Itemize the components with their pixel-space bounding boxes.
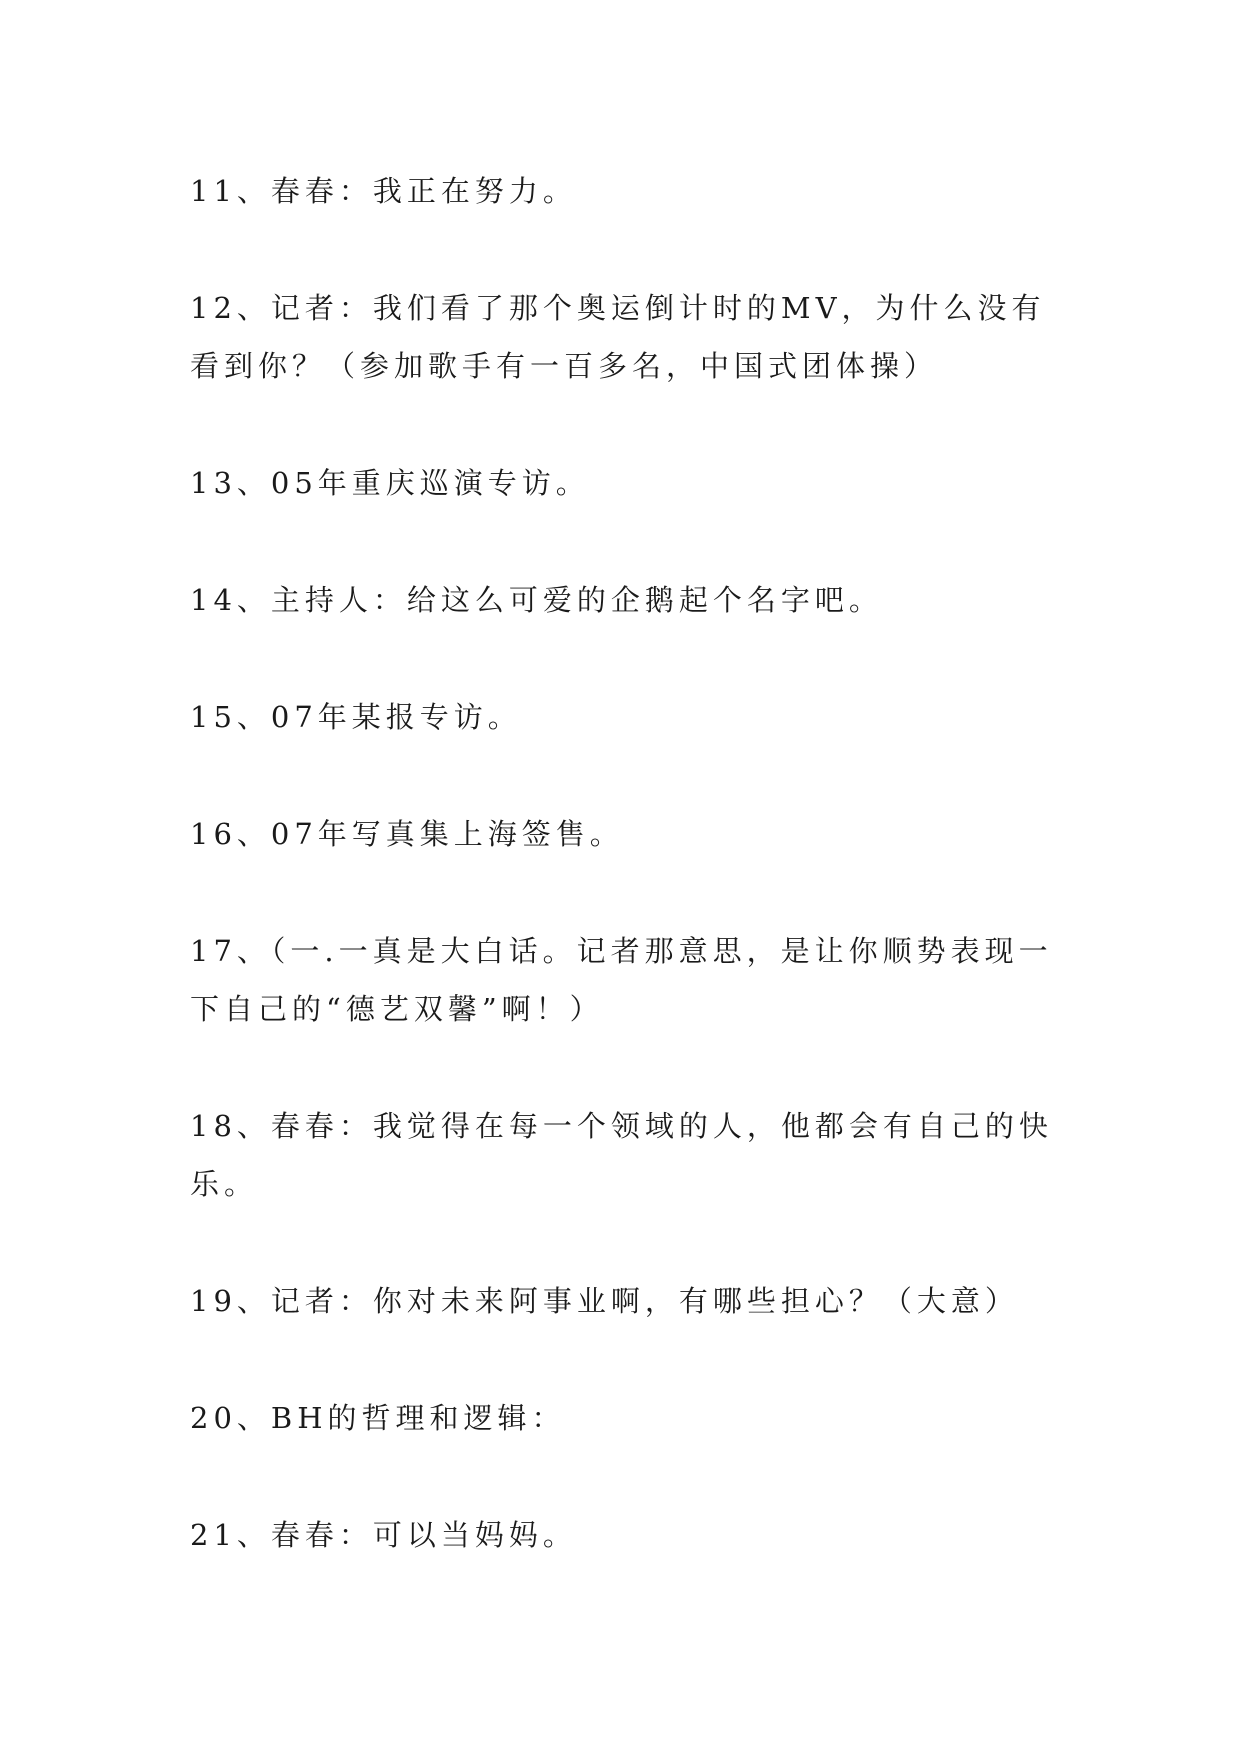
paragraph-19: 19、记者：你对未来阿事业啊，有哪些担心？（大意） bbox=[190, 1284, 1019, 1318]
paragraph-21: 21、春春：可以当妈妈。 bbox=[190, 1518, 577, 1552]
paragraph-17: 17、（一.一真是大白话。记者那意思，是让你顺势表现一下自己的“德艺双馨”啊！） bbox=[190, 934, 1053, 1026]
paragraph-12: 12、记者：我们看了那个奥运倒计时的MV，为什么没有看到你？（参加歌手有一百多名，中国式团体操） bbox=[190, 291, 1046, 383]
paragraph-14: 14、主持人：给这么可爱的企鹅起个名字吧。 bbox=[190, 583, 883, 617]
paragraph-13: 13、05年重庆巡演专访。 bbox=[190, 466, 590, 500]
document-body bbox=[190, 162, 1070, 1623]
paragraph-20: 20、BH的哲理和逻辑： bbox=[190, 1401, 566, 1435]
paragraph-15: 15、07年某报专访。 bbox=[190, 700, 522, 734]
paragraph-11: 11、春春：我正在努力。 bbox=[190, 174, 577, 208]
paragraph-16: 16、07年写真集上海签售。 bbox=[190, 817, 624, 851]
paragraph-18: 18、春春：我觉得在每一个领域的人，他都会有自己的快乐。 bbox=[190, 1109, 1053, 1201]
